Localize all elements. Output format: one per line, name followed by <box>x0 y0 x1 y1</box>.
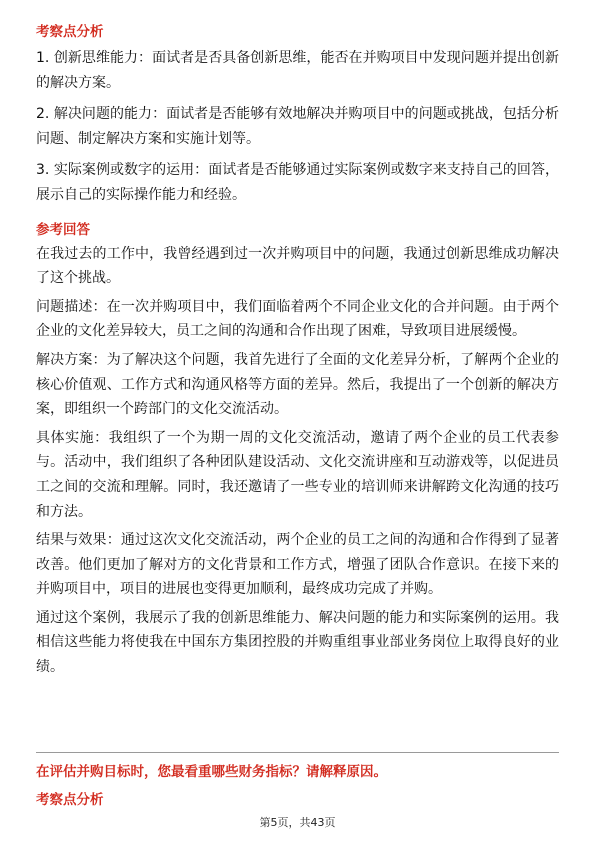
answer-paragraph-intro: 在我过去的工作中，我曾经遇到过一次并购项目中的问题，我通过创新思维成功解决了这个挑战。 <box>36 245 559 287</box>
section-heading-analysis: 考察点分析 <box>36 24 104 40</box>
next-question-title: 在评估并购目标时，您最看重哪些财务指标？请解释原因。 <box>36 764 387 780</box>
analysis-item-1: 1. 创新思维能力：面试者是否具备创新思维，能否在并购项目中发现问题并提出创新的解决方案。 <box>36 50 559 91</box>
answer-paragraph-result: 结果与效果：通过这次文化交流活动，两个企业的员工之间的沟通和合作得到了显著改善。他们更加了解对方的文化背景和工作方式，增强了团队合作意识。在接下来的并购项目中，项目的进展也变得更加顺利，最终成功完成了并购。 <box>36 532 559 598</box>
section-heading-answer: 参考回答 <box>36 221 90 238</box>
answer-paragraph-implementation: 具体实施：我组织了一个为期一周的文化交流活动，邀请了两个企业的员工代表参与。活动中，我们组织了各种团队建设活动、文化交流讲座和互动游戏等，以促进员工之间的交流和理解。同时，我还邀请了一些专业的培训师来讲解跨文化沟通的技巧和方法。 <box>36 429 559 520</box>
page-body <box>36 22 559 680</box>
analysis-item-3: 3. 实际案例或数字的运用：面试者是否能够通过实际案例或数字来支持自己的回答，展示自己的实际操作能力和经验。 <box>36 162 559 203</box>
answer-paragraph-solution: 解决方案：为了解决这个问题，我首先进行了全面的文化差异分析，了解两个企业的核心价值观、工作方式和沟通风格等方面的差异。然后，我提出了一个创新的解决方案，即组织一个跨部门的文化交流活动。 <box>36 351 559 418</box>
analysis-item-2: 2. 解决问题的能力：面试者是否能够有效地解决并购项目中的问题或挑战，包括分析问题、制定解决方案和实施计划等。 <box>36 106 559 147</box>
section-heading-analysis-next: 考察点分析 <box>36 792 104 808</box>
answer-paragraph-problem: 问题描述：在一次并购项目中，我们面临着两个不同企业文化的合并问题。由于两个企业的文化差异较大，员工之间的沟通和合作出现了困难，导致项目进展缓慢。 <box>36 298 559 340</box>
answer-paragraph-conclusion: 通过这个案例，我展示了我的创新思维能力、解决问题的能力和实际案例的运用。我相信这些能力将使我在中国东方集团控股的并购重组事业部业务岗位上取得良好的业绩。 <box>36 609 559 676</box>
section-divider <box>36 752 559 753</box>
page-footer: 第5页，共43页 <box>259 816 336 829</box>
